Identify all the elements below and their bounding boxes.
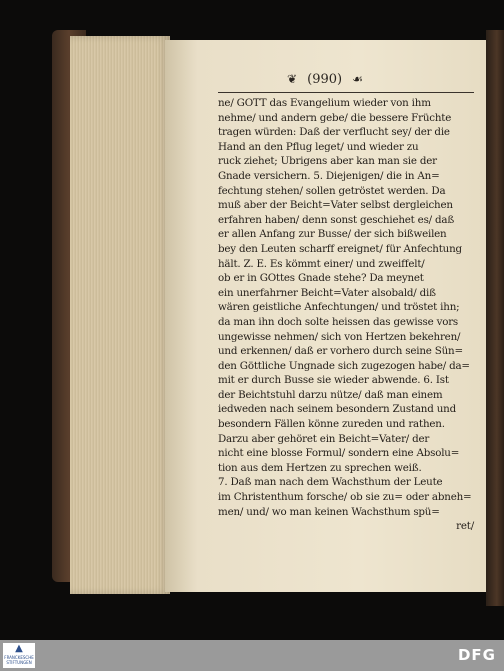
text-line: und erkennen/ daß er vorhero durch seine Sün=: [218, 345, 463, 358]
text-line: iedweden nach seinem besondern Zustand und: [218, 403, 456, 416]
text-line: men/ und/ wo man keinen Wachsthum spü=: [218, 505, 440, 518]
text-line: den Göttliche Ungnade sich zugezogen habe/ da=: [218, 359, 470, 372]
library-logo[interactable]: [3, 643, 35, 668]
text-line: bey den Leuten scharff ereignet/ für Anfechtung: [218, 242, 462, 255]
text-line: besondern Fällen könne zureden und rathen.: [218, 418, 445, 431]
text-line: im Christenthum forsche/ ob sie zu= oder abneh=: [218, 491, 472, 504]
text-line: wären geistliche Anfechtungen/ und tröstet ihn;: [218, 301, 460, 314]
text-line: nehme/ und andern gebe/ die bessere Früchte: [218, 111, 452, 124]
text-line: fechtung stehen/ sollen getröstet werden. Da: [218, 184, 446, 197]
text-line: ob er in GOttes Gnade stehe? Da meynet: [218, 272, 424, 285]
dfg-logo[interactable]: DFG: [457, 646, 496, 664]
book-cover-right: [486, 30, 504, 606]
text-line: tragen würden: Daß der verflucht sey/ der die: [218, 126, 450, 139]
text-line: er allen Anfang zur Busse/ der sich bißweilen: [218, 228, 447, 241]
text-line: da man ihn doch solte heissen das gewisse vors: [218, 315, 459, 328]
text-line: ne/ GOTT das Evangelium wieder von ihm: [218, 97, 431, 109]
text-line: Gnade versichern. 5. Diejenigen/ die in An=: [218, 169, 440, 182]
viewer-footer-bar: [0, 640, 504, 671]
text-line: muß aber der Beicht=Vater selbst dergleichen: [218, 199, 453, 212]
text-line: 7. Daß man nach dem Wachsthum der Leute: [218, 476, 443, 489]
page-number: (990): [307, 72, 343, 87]
text-line: ein unerfahrner Beicht=Vater alsobald/ diß: [218, 286, 436, 299]
page-edges: [70, 36, 170, 594]
ornament-left-icon: ❦: [286, 72, 298, 86]
text-line: ruck ziehet; Ubrigens aber kan man sie der: [218, 155, 437, 168]
text-line: erfahren haben/ denn sonst geschiehet es/ daß: [218, 213, 454, 226]
text-line: tion aus dem Hertzen zu sprechen weiß.: [218, 461, 422, 474]
body-text: [218, 96, 474, 534]
text-line: ungewisse nehmen/ sich von Hertzen bekehren/: [218, 330, 461, 343]
text-line: nicht eine blosse Formul/ sondern eine Absolu=: [218, 447, 460, 460]
page-header: [175, 72, 475, 87]
text-line: der Beichtstuhl darzu nütze/ daß man einem: [218, 388, 443, 401]
catchword: ret/: [456, 520, 474, 533]
library-logo-text: FRANCKESCHE STIFTUNGEN: [4, 655, 34, 665]
text-line: Darzu aber gehöret ein Beicht=Vater/ der: [218, 432, 430, 445]
text-line: hält. Z. E. Es kömmt einer/ und zweiffelt/: [218, 257, 425, 270]
library-crest-icon: ▲: [15, 643, 23, 654]
header-rule: [218, 92, 474, 93]
ornament-right-icon: ☙: [352, 72, 364, 86]
text-line: mit er durch Busse sie wieder abwende. 6. Ist: [218, 374, 449, 387]
text-line: Hand an den Pflug leget/ und wieder zu: [218, 140, 419, 153]
